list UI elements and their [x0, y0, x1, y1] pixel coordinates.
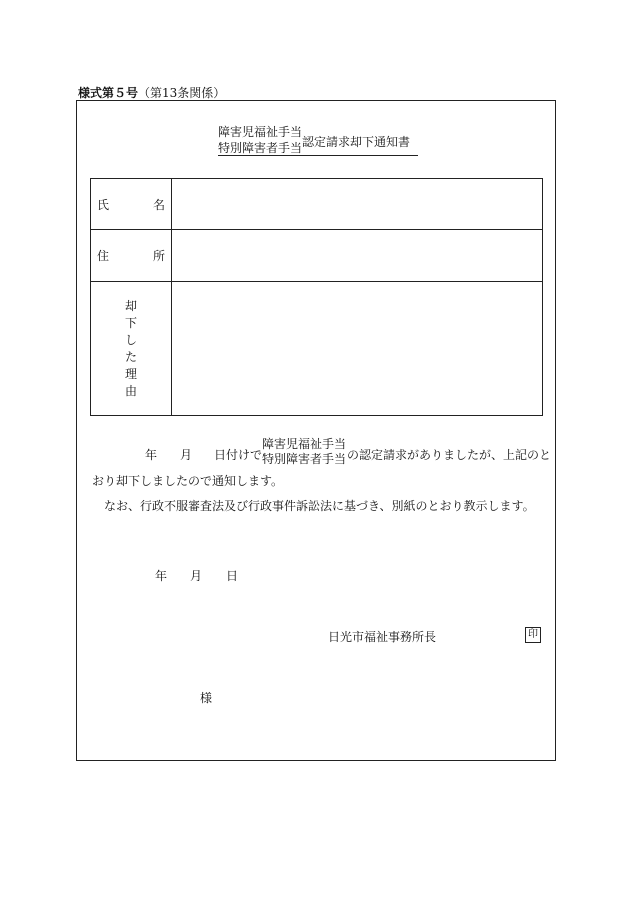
reason-label-char-2: 下 — [124, 315, 137, 330]
date-year: 年 — [155, 569, 168, 583]
addressee-honorific: 様 — [200, 691, 213, 705]
body-line-2: おり却下しましたので通知します。 — [92, 474, 284, 488]
info-table — [90, 178, 543, 416]
table-row-address — [91, 230, 543, 282]
date-month: 月 — [190, 569, 203, 583]
table-row-reason — [91, 282, 543, 416]
body-after: の認定請求がありましたが、上記のと — [347, 448, 552, 462]
form-header — [78, 84, 225, 101]
form-clause: （第13条関係） — [138, 86, 226, 100]
reason-label-char-4: た — [124, 349, 137, 364]
address-value-cell[interactable] — [172, 230, 543, 282]
form-number: 様式第５号 — [78, 86, 139, 100]
body-allowance-stack — [262, 437, 346, 467]
name-label-char-2: 名 — [152, 197, 165, 212]
reason-label-char-1: 却 — [124, 298, 137, 313]
seal-mark: 印 — [525, 627, 541, 643]
reason-label-char-3: し — [124, 332, 137, 347]
reason-label-char-5: 理 — [124, 366, 137, 381]
name-value-cell[interactable] — [172, 179, 543, 230]
reason-label-cell — [91, 282, 172, 416]
issuer-name: 日光市福祉事務所長 — [328, 630, 437, 644]
body-allowance-1: 障害児福祉手当 — [262, 437, 347, 451]
title-allowance-1: 障害児福祉手当 — [218, 125, 303, 139]
title-allowance-stack — [218, 124, 302, 156]
reason-label-char-6: 由 — [124, 383, 137, 398]
table-row-name — [91, 179, 543, 230]
body-dated: 日付けで — [214, 448, 263, 462]
name-label-cell — [91, 179, 172, 230]
address-label-char-2: 所 — [152, 249, 165, 263]
body-allowance-2: 特別障害者手当 — [262, 452, 347, 466]
body-month: 月 — [180, 448, 193, 462]
title-underline — [218, 155, 418, 156]
address-label-char-1: 住 — [97, 249, 110, 263]
body-line-3: なお、行政不服審査法及び行政事件訴訟法に基づき、別紙のとおり教示します。 — [104, 499, 535, 513]
title-allowance-2: 特別障害者手当 — [218, 141, 303, 155]
body-year: 年 — [145, 448, 158, 462]
address-label-cell — [91, 230, 172, 282]
name-label-char-1: 氏 — [97, 197, 110, 212]
date-day: 日 — [226, 569, 239, 583]
reason-value-cell[interactable] — [172, 282, 543, 416]
title-suffix: 認定請求却下通知書 — [302, 135, 411, 149]
